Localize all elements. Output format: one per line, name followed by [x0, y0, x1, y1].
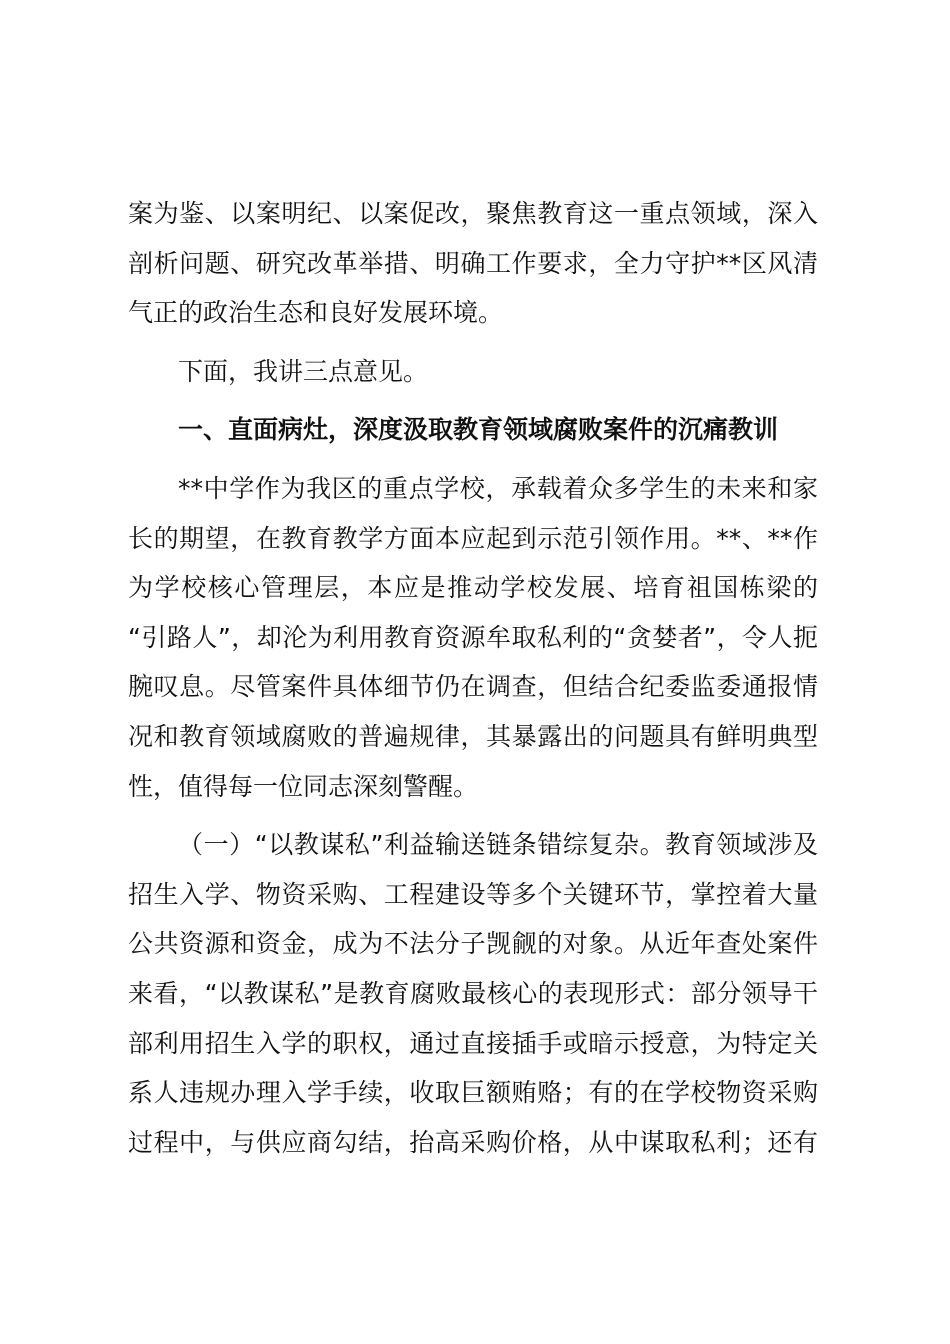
- text-line: “引路人”，却沦为利用教育资源牟取私利的“贪婪者”，令人扼: [128, 622, 818, 652]
- text-line: 下面，我讲三点意见。: [178, 356, 429, 386]
- text-line: **中学作为我区的重点学校，承载着众多学生的未来和家: [178, 473, 818, 503]
- text-line: 过程中，与供应商勾结，抬高采购价格，从中谋取私利；还有: [128, 1127, 818, 1157]
- text-line: 案为鉴、以案明纪、以案促改，聚焦教育这一重点领域，深入: [128, 199, 818, 228]
- paragraph-2: [128, 347, 818, 397]
- paragraph-4: [128, 464, 818, 811]
- text-line: （一）“以教谋私”利益输送链条错综复杂。教育领域涉及: [178, 830, 818, 860]
- text-line: 来看，“以教谋私”是教育腐败最核心的表现形式：部分领导干: [128, 978, 818, 1008]
- text-line: 招生入学、物资采购、工程建设等多个关键环节，掌控着大量: [128, 879, 818, 909]
- text-line: 公共资源和资金，成为不法分子觊觎的对象。从近年查处案件: [128, 929, 818, 959]
- text-line: 性，值得每一位同志深刻警醒。: [128, 771, 479, 801]
- text-line: 系人违规办理入学手续，收取巨额贿赂；有的在学校物资采购: [128, 1078, 818, 1108]
- paragraph-5: [128, 820, 818, 1167]
- text-line: 气正的政治生态和良好发展环境。: [128, 298, 504, 328]
- text-line: 腕叹息。尽管案件具体细节仍在调查，但结合纪委监委通报情: [128, 672, 818, 702]
- paragraph-1: [128, 189, 818, 338]
- text-line: 长的期望，在教育教学方面本应起到示范引领作用。**、**作: [128, 523, 818, 553]
- text-line: 况和教育领域腐败的普遍规律，其暴露出的问题具有鲜明典型: [128, 721, 818, 751]
- document-page: [128, 189, 818, 1167]
- section-heading-1: [128, 405, 818, 455]
- text-line: 剖析问题、研究改革举措、明确工作要求，全力守护**区风清: [128, 248, 818, 278]
- text-line: 为学校核心管理层，本应是推动学校发展、培育祖国栋梁的: [128, 573, 818, 603]
- text-line: 部利用招生入学的职权，通过直接插手或暗示授意，为特定关: [128, 1028, 818, 1058]
- heading-line: 一、直面病灶，深度汲取教育领域腐败案件的沉痛教训: [178, 415, 779, 445]
